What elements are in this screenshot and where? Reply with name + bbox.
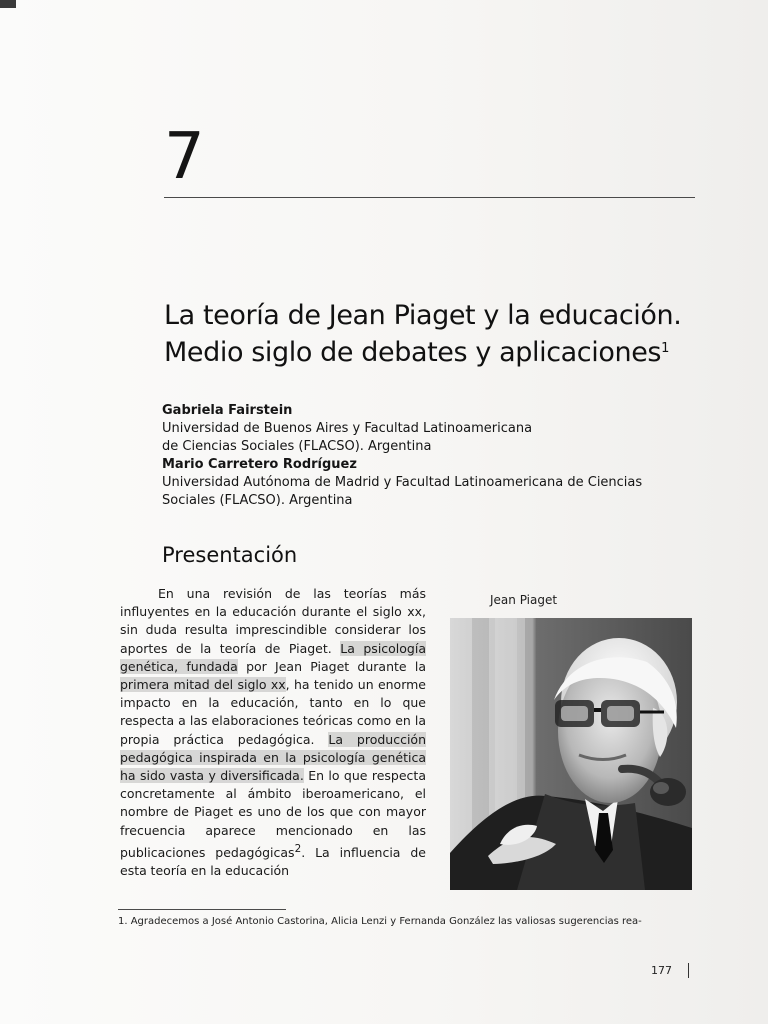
chapter-title — [164, 297, 704, 376]
portrait-photo — [450, 618, 692, 890]
author-block — [162, 402, 682, 510]
body-segment-2: por Jean Piaget durante la — [237, 658, 426, 674]
scan-edge-mark — [0, 0, 16, 8]
page-number-divider — [688, 963, 689, 978]
author-name-2: Mario Carretero Rodríguez — [162, 457, 357, 472]
author-affiliation-2a: Universidad Autónoma de Madrid y Facultad Latinoamericana de Ciencias — [162, 475, 643, 490]
body-paragraph — [120, 585, 426, 880]
body-segment-4: En lo que respecta concretamente al ámbito iberoamericano, el nombre de Piaget es uno de los que con mayor frecuencia aparece mencionado en las publicaciones pedagógicas — [120, 768, 426, 860]
body-segment-3: , ha tenido un enorme impacto en la educación, tanto en lo que respecta a las elaboraciones teóricas como en la propia práctica pedagógica. — [120, 677, 426, 747]
highlighted-segment-2: primera mitad del siglo xx — [120, 677, 286, 693]
author-affiliation-1a: Universidad de Buenos Aires y Facultad Latinoamericana — [162, 421, 533, 436]
author-name-1: Gabriela Fairstein — [162, 403, 293, 418]
portrait-illustration — [450, 618, 692, 890]
author-affiliation-2b: Sociales (FLACSO). Argentina — [162, 493, 353, 508]
chapter-title-line-2-text: Medio siglo de debates y aplicaciones — [164, 337, 662, 368]
footnote-reference-2: 2 — [294, 842, 302, 855]
page-number: 177 — [651, 964, 672, 977]
highlighted-segment-1: La psicología genética, fundada — [120, 640, 426, 674]
body-segment-5: . La influencia de esta teoría en la educación — [120, 845, 427, 879]
highlighted-segment-3: La producción pedagógica inspirada en la psicología genética ha sido vasta y diversificada. — [120, 731, 426, 784]
author-affiliation-1b: de Ciencias Sociales (FLACSO). Argentina — [162, 439, 432, 454]
section-heading: Presentación — [162, 543, 298, 567]
footnote-1: 1. Agradecemos a José Antonio Castorina, Alicia Lenzi y Fernanda González las valiosas sugerencias rea- — [118, 916, 642, 927]
photo-caption: Jean Piaget — [490, 593, 558, 607]
footnote-rule — [118, 909, 286, 910]
title-footnote-marker: 1 — [661, 341, 669, 356]
chapter-number: 7 — [164, 120, 205, 194]
chapter-rule — [164, 197, 695, 198]
chapter-title-line-1: La teoría de Jean Piaget y la educación. — [164, 300, 682, 331]
body-segment-1: En una revisión de las teorías más influyentes en la educación durante el siglo xx, sin duda resulta imprescindible considerar los aportes de la teoría de Piaget. — [120, 586, 426, 656]
chapter-title-line-2 — [164, 334, 704, 376]
